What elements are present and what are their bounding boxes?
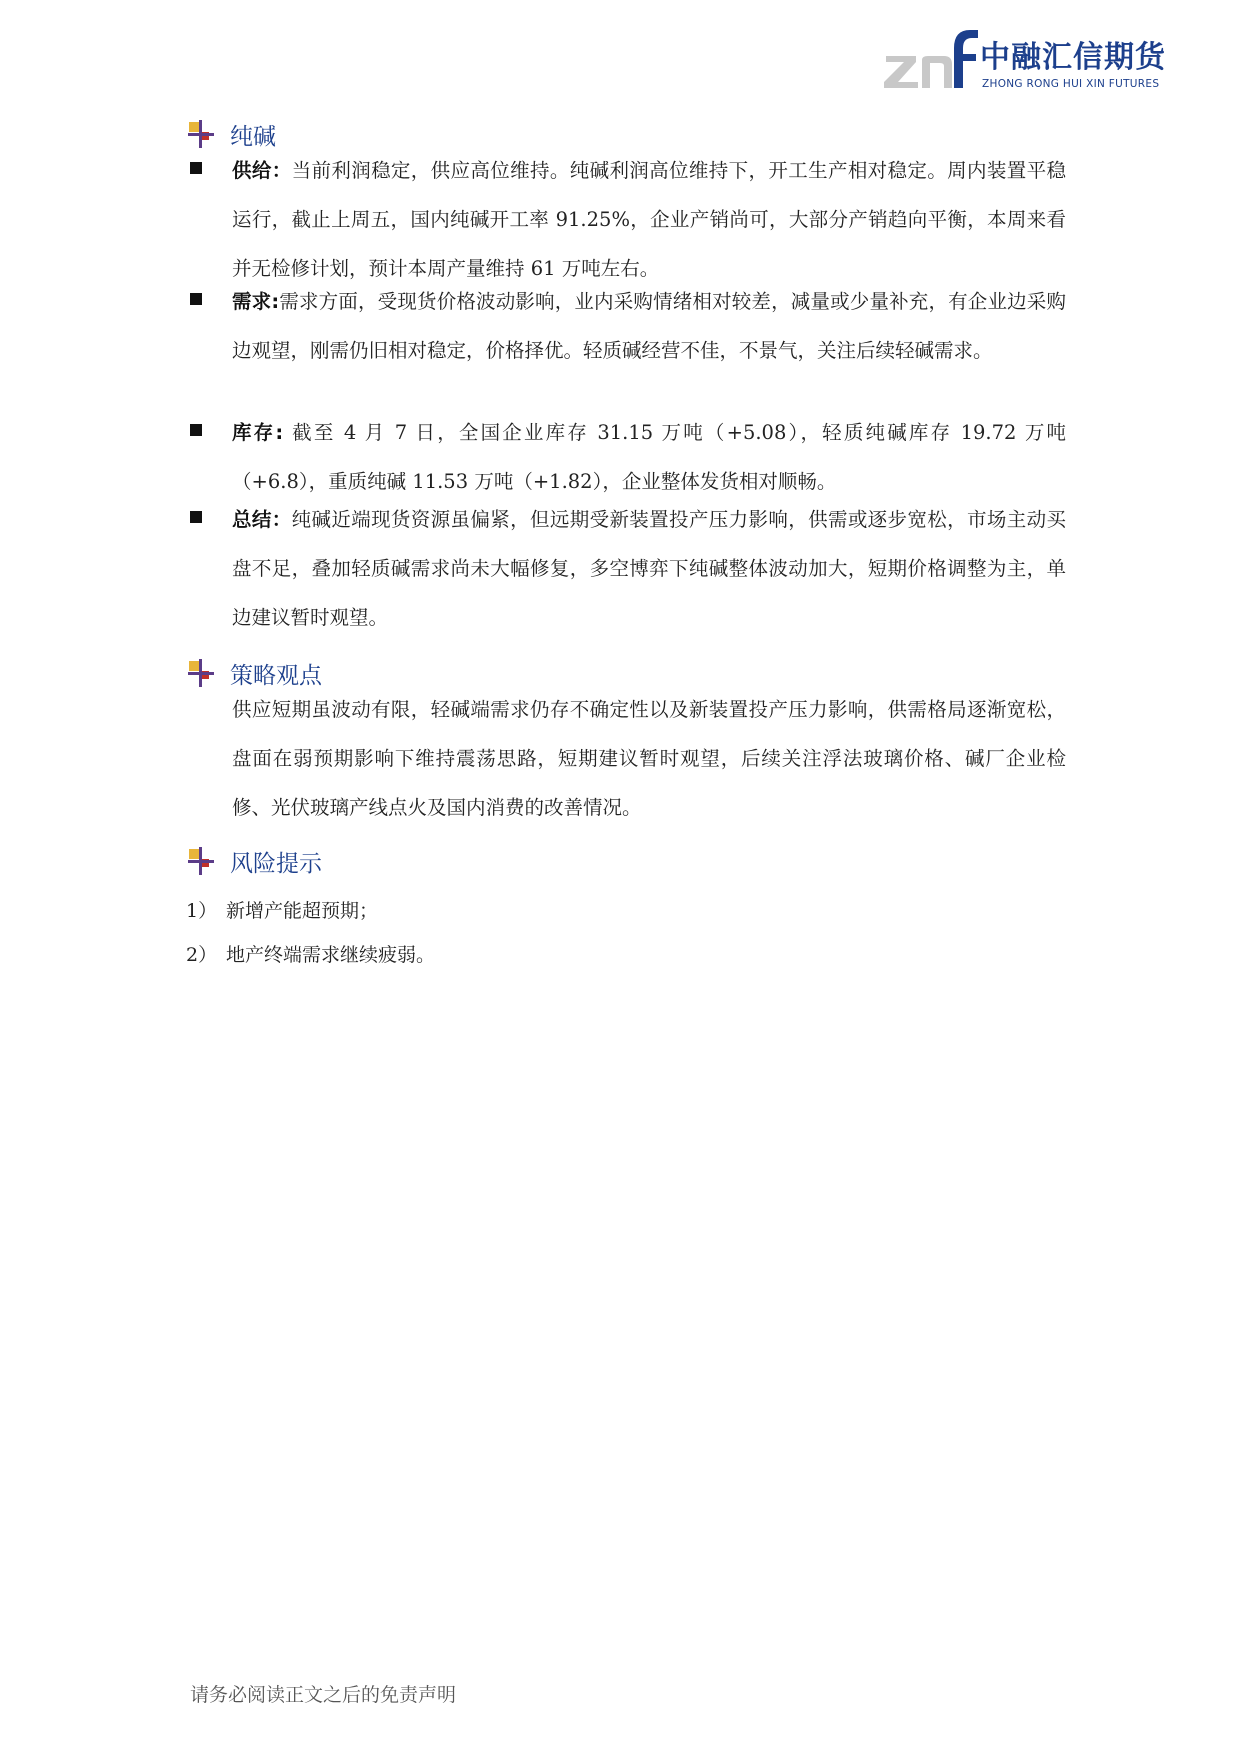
cross-bullet-icon <box>186 658 216 688</box>
znf-logo-mark-icon <box>882 26 980 94</box>
bullet-label-separator: : <box>271 290 280 313</box>
bullet-label-separator: : <box>275 421 293 444</box>
company-logo <box>882 26 1166 94</box>
bullet-text <box>232 408 1066 506</box>
bullet-content: 纯碱近端现货资源虽偏紧，但远期受新装置投产压力影响，供需或逐步宽松，市场主动买盘不足，叠加轻质碱需求尚未大幅修复，多空博弈下纯碱整体波动加大，短期价格调整为主，单边建议暂时观望。 <box>232 508 1066 629</box>
risk-item-number: 2） <box>186 944 218 966</box>
risk-item <box>186 896 378 923</box>
section-title: 风险提示 <box>230 850 322 877</box>
square-bullet-icon <box>190 293 202 305</box>
bullet-content: 截至 4 月 7 日，全国企业库存 31.15 万吨（+5.08），轻质纯碱库存 19.72 万吨（+6.8），重质纯碱 11.53 万吨（+1.82），企业整体发货相对顺畅。 <box>232 421 1066 493</box>
risk-item-text: 地产终端需求继续疲弱。 <box>226 944 436 966</box>
bullet-label: 库存 <box>232 421 276 444</box>
bullet-content: 需求方面，受现货价格波动影响，业内采购情绪相对较差，减量或少量补充，有企业边采购边观望，刚需仍旧相对稳定，价格择优。轻质碱经营不佳，不景气，关注后续轻碱需求。 <box>232 290 1066 362</box>
bullet-inventory <box>186 408 1066 506</box>
bullet-supply <box>186 146 1066 293</box>
section-heading-risk <box>186 843 322 879</box>
footer-disclaimer: 请务必阅读正文之后的免责声明 <box>190 1684 457 1706</box>
bullet-text <box>232 277 1066 375</box>
risk-item-number: 1） <box>186 900 218 922</box>
bullet-text <box>232 495 1066 642</box>
bullet-label-separator: ： <box>271 159 292 182</box>
bullet-demand <box>186 277 1066 375</box>
bullet-text <box>232 146 1066 293</box>
bullet-label: 供给 <box>232 159 272 182</box>
logo-chinese-name: 中融汇信期货 <box>980 40 1166 75</box>
section-title: 纯碱 <box>230 123 276 150</box>
bullet-label: 需求 <box>232 290 272 313</box>
section-title: 策略观点 <box>230 662 322 689</box>
bullet-label: 总结 <box>232 508 272 531</box>
bullet-summary <box>186 495 1066 642</box>
square-bullet-icon <box>190 511 202 523</box>
bullet-label-separator: ： <box>271 508 292 531</box>
square-bullet-icon <box>190 162 202 174</box>
cross-bullet-icon <box>186 846 216 876</box>
logo-english-name: ZHONG RONG HUI XIN FUTURES <box>982 78 1160 90</box>
cross-bullet-icon <box>186 119 216 149</box>
bullet-content: 当前利润稳定，供应高位维持。纯碱利润高位维持下，开工生产相对稳定。周内装置平稳运行，截止上周五，国内纯碱开工率 91.25%，企业产销尚可，大部分产销趋向平衡，本周来看并无检修计划，预计本周产量维持 61 万吨左右。 <box>232 159 1066 280</box>
risk-item-text: 新增产能超预期； <box>226 900 379 922</box>
square-bullet-icon <box>190 424 202 436</box>
strategy-paragraph: 供应短期虽波动有限，轻碱端需求仍存不确定性以及新装置投产压力影响，供需格局逐渐宽松，盘面在弱预期影响下维持震荡思路，短期建议暂时观望，后续关注浮法玻璃价格、碱厂企业检修、光伏玻璃产线点火及国内消费的改善情况。 <box>232 698 1066 819</box>
risk-item <box>186 940 435 967</box>
